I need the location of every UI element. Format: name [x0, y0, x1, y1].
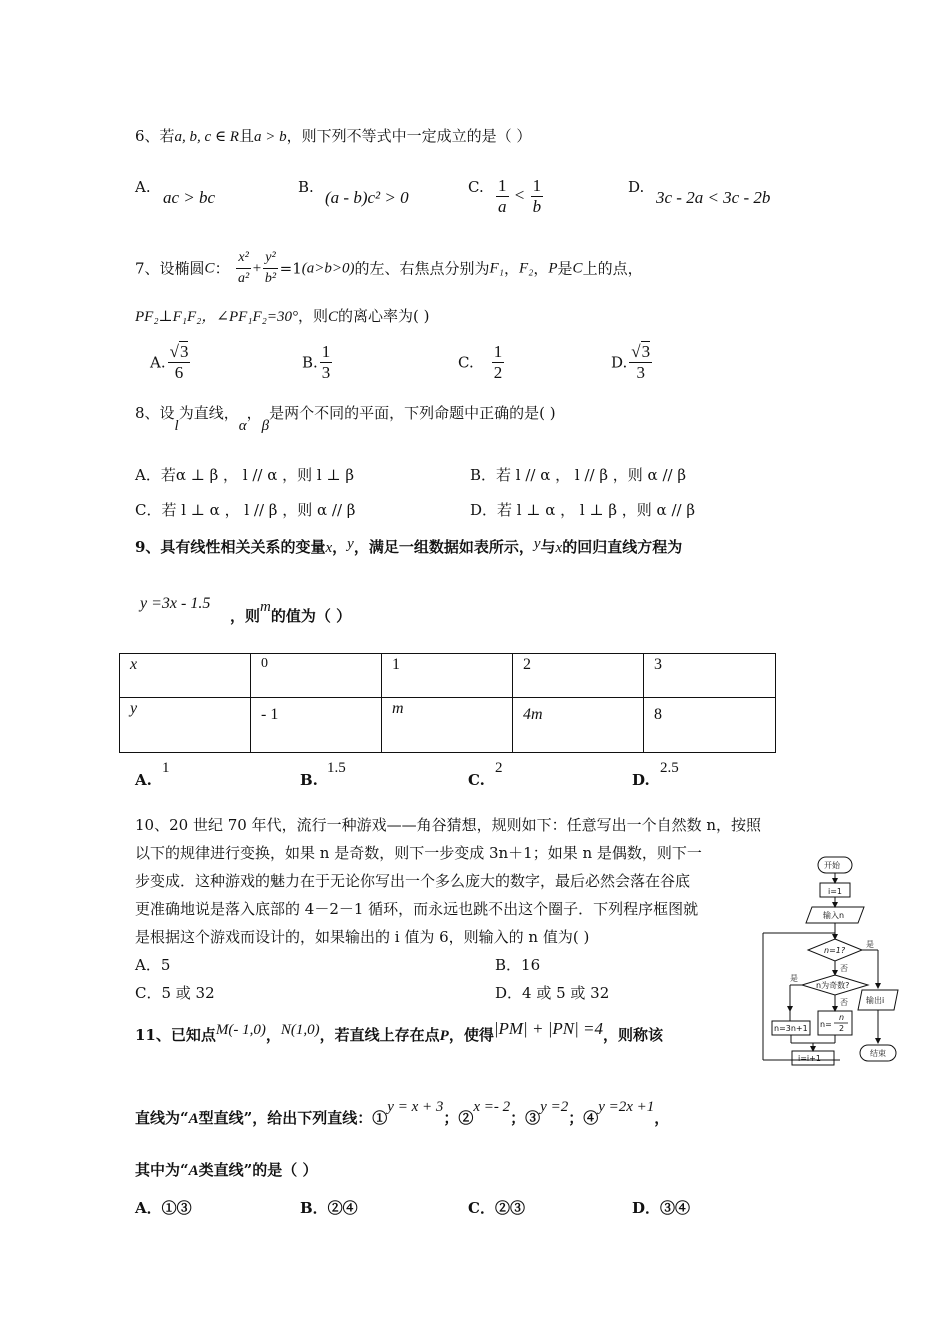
- q9-line1b: ，满足一组数据如表所示，: [353, 538, 534, 556]
- flow-yes2: 是: [790, 974, 798, 983]
- q11-l3b: 类直线”的是（ ）: [198, 1161, 318, 1179]
- q9-option-b-label: B.: [300, 771, 318, 789]
- q7-d-num: 3: [641, 342, 651, 361]
- q7-stem: [135, 248, 643, 289]
- q6-prompt: ，则下列不等式中一定成立的是（ ）: [286, 127, 532, 145]
- q7-paren: (a>b>0): [301, 260, 355, 277]
- q7-rest2: ，: [533, 259, 549, 278]
- q9-with: 与: [540, 538, 556, 556]
- q11-t1: ，若直线上存在点: [319, 1026, 440, 1044]
- q7-comma: ，: [503, 259, 519, 278]
- q7-eq: =1: [279, 259, 302, 278]
- table-cell: 0: [251, 654, 382, 698]
- q10-line1: 10、20 世纪 70 年代，流行一种游戏——角谷猜想，规则如下：任意写出一个自然数 n，按照: [135, 816, 761, 834]
- q6-c-den1: a: [498, 197, 507, 216]
- q11-number: 11、已知点: [135, 1026, 216, 1044]
- q11-p: P: [439, 1028, 449, 1044]
- flow-no2: 否: [840, 998, 848, 1007]
- q7-line2-end: 的离心率为( ): [338, 307, 430, 325]
- table-cell: x: [120, 654, 251, 698]
- q10-line4: 更准确地说是落入底部的 4－2－1 循环，而永远也跳不出这个圈子．下列程序框图就: [135, 900, 699, 918]
- q10-flowchart: [760, 855, 910, 1080]
- q6-c-num1: 1: [498, 176, 507, 195]
- q7-c: C: [204, 260, 215, 277]
- q11-line2: [135, 1099, 670, 1129]
- q7-b-num: 1: [321, 342, 331, 361]
- q9-line2b: 的值为（ ）: [270, 607, 352, 625]
- q7-line2-rest: ，则: [298, 307, 329, 325]
- q6-condition: a, b, c ∈ R: [174, 129, 239, 145]
- q7-a-num: 3: [179, 342, 189, 361]
- flow-even-den: 2: [839, 1024, 845, 1033]
- q8-alpha: α: [238, 418, 247, 434]
- table-cell: 3: [644, 654, 776, 698]
- q11-t3: ，则称该: [602, 1026, 663, 1044]
- q6-c-den2: b: [532, 197, 542, 216]
- q9-option-d: 2.5: [660, 760, 679, 776]
- flow-odd: n=3n+1: [774, 1024, 808, 1033]
- q6-option-c-label: C.: [468, 178, 484, 196]
- q7-option-b: [302, 342, 334, 383]
- q9-stem: [135, 537, 682, 558]
- q9-m: m: [260, 599, 271, 615]
- q11-stem: [135, 1019, 663, 1046]
- q6-and: 且: [238, 127, 254, 145]
- q6-option-d: 3c - 2a < 3c - 2b: [656, 188, 771, 207]
- q7-rest3: 是: [557, 259, 573, 278]
- q7-a-den: 6: [174, 363, 184, 382]
- q9-x: x: [325, 540, 333, 556]
- q6-option-b-label: B.: [298, 178, 314, 196]
- q7-rest4: 上的点，: [582, 259, 643, 278]
- table-cell: 8: [644, 697, 776, 752]
- q7-f2: F₂: [518, 260, 534, 277]
- q11-c1: ，: [265, 1026, 281, 1044]
- q11-s1: ；②: [443, 1109, 474, 1127]
- q8-option-b: B．若 l // α ， l // β ，则 α // β: [470, 466, 686, 484]
- q9-data-table: [119, 653, 776, 753]
- q10-line3: 步变成．这种游戏的魅力在于无论你写出一个多么庞大的数字，最后必然会落在谷底: [135, 872, 691, 890]
- q7-c-num: 1: [493, 342, 503, 361]
- q9-option-d-label: D.: [632, 771, 650, 789]
- q7-stem-line2: [135, 306, 430, 327]
- q11-line3-eq: y =2: [540, 1099, 569, 1115]
- q9-y: y: [347, 536, 354, 552]
- q9-y2: y: [533, 536, 541, 552]
- q11-s2: ；③: [510, 1109, 541, 1127]
- q10-option-c: C．5 或 32: [135, 984, 215, 1002]
- q11-option-b: B．②④: [300, 1199, 358, 1217]
- q6-number: 6、若: [135, 127, 175, 145]
- q7-c-den: 2: [493, 363, 503, 382]
- q7-d-label: D.: [611, 353, 628, 372]
- table-cell: 2: [513, 654, 644, 698]
- q7-option-a: A. $\frac{√3}{6}$: [150, 342, 189, 382]
- q6-option-d-label: D.: [628, 178, 645, 196]
- q8-beta: β: [261, 418, 270, 434]
- q7-line2-c: C: [328, 309, 339, 325]
- q11-t2: ，使得: [448, 1026, 494, 1044]
- q11-option-c: C．②③: [468, 1199, 525, 1217]
- table-cell: m: [382, 697, 513, 752]
- flow-cond2: n为奇数?: [816, 981, 850, 990]
- flow-yes1: 是: [866, 940, 874, 949]
- q7-option-d: D. $\frac{√3}{3}$: [611, 342, 651, 382]
- q10-line2: 以下的规律进行变换，如果 n 是奇数，则下一步变成 3n＋1；如果 n 是偶数，则下一: [135, 844, 702, 862]
- q11-line3: [135, 1160, 318, 1181]
- q6-c-lt: <: [514, 185, 525, 205]
- q6-option-a: ac > bc: [163, 188, 216, 207]
- q11-a1: A: [188, 1111, 199, 1127]
- q6-option-c: [494, 176, 545, 217]
- q11-option-a: A．①③: [135, 1199, 192, 1217]
- q9-stem-line2: [230, 599, 352, 627]
- flow-even-num: n: [839, 1013, 845, 1022]
- q7-option-c: [458, 342, 506, 383]
- q7-condition: PF₂⊥F₁F₂，∠PF₁F₂=30°: [135, 309, 299, 325]
- q11-point-n: N(1,0): [280, 1022, 320, 1038]
- q6-option-b: (a - b)c² > 0: [325, 188, 409, 207]
- q7-rest1: 的左、右焦点分别为: [354, 259, 490, 278]
- q7-plus: +: [252, 260, 262, 277]
- flow-output: 输出i: [866, 996, 885, 1005]
- q7-b-label: B.: [302, 353, 318, 372]
- table-row: [120, 654, 776, 698]
- q8-t1: 为直线，: [178, 404, 239, 422]
- q6-c-num2: 1: [532, 176, 542, 195]
- q8-l: l: [174, 418, 179, 434]
- q11-line4-eq: y =2x +1: [598, 1099, 655, 1115]
- q6-inequality: a > b: [254, 129, 287, 145]
- q9-option-a: 1: [162, 760, 170, 776]
- q11-option-d: D．③④: [632, 1199, 691, 1217]
- table-cell: 4m: [513, 697, 644, 752]
- q7-b-den: 3: [321, 363, 331, 382]
- q10-option-a: A．5: [135, 956, 171, 974]
- q8-number: 8、设: [135, 404, 175, 422]
- q10-option-b: B．16: [495, 956, 541, 974]
- q7-c2: C: [572, 260, 583, 277]
- q7-d-den: 3: [636, 363, 645, 382]
- q8-stem: [135, 403, 556, 434]
- q6-option-a-label: A.: [135, 178, 151, 196]
- q9-line2: ，则: [230, 607, 261, 625]
- flow-inc: i=i+1: [798, 1054, 821, 1063]
- q7-y2: y²: [263, 248, 277, 269]
- table-cell: - 1: [251, 697, 382, 752]
- q9-line1: 9、具有线性相关关系的变量: [135, 538, 326, 556]
- q6-stem: [135, 126, 531, 147]
- q11-l2b: 型直线”，给出下列直线：①: [198, 1109, 388, 1127]
- q9-option-a-label: A.: [135, 771, 152, 789]
- q8-comma: ，: [246, 404, 262, 422]
- q7-c-label: C.: [458, 353, 474, 372]
- flow-end: 结束: [870, 1049, 886, 1058]
- q11-s4: ，: [654, 1109, 670, 1127]
- q10-line5: 是根据这个游戏而设计的，如果输出的 i 值为 6，则输入的 n 值为( ): [135, 928, 590, 946]
- q8-option-d: D．若 l ⊥ α ， l ⊥ β ，则 α // β: [470, 501, 695, 519]
- q8-option-c: C．若 l ⊥ α ， l // β ，则 α // β: [135, 501, 356, 519]
- q7-a2: a²: [237, 271, 250, 286]
- flow-even-lhs: n=: [820, 1020, 832, 1029]
- flow-input: 输入n: [823, 911, 845, 920]
- q7-a-label: A.: [150, 353, 166, 372]
- table-cell: y: [120, 697, 251, 752]
- table-cell: 1: [382, 654, 513, 698]
- table-row: [120, 697, 776, 752]
- q9-equation: y =3x - 1.5: [140, 595, 211, 612]
- q11-point-m: M(- 1,0): [215, 1022, 266, 1038]
- q11-abs: |PM| + |PN| =4: [493, 1019, 603, 1038]
- flow-no1: 否: [840, 964, 848, 973]
- q11-s3: ；④: [568, 1109, 599, 1127]
- flow-start: 开始: [824, 861, 840, 870]
- q7-f1: F₁: [489, 260, 504, 277]
- q7-b2: b²: [264, 271, 277, 286]
- q7-p: P: [548, 260, 558, 277]
- q11-l2a: 直线为“: [135, 1109, 189, 1127]
- q10-option-d: D．4 或 5 或 32: [495, 984, 610, 1002]
- flow-cond1: n=1?: [824, 946, 846, 955]
- q11-line2-eq: x =- 2: [473, 1099, 511, 1115]
- q11-a2: A: [188, 1163, 199, 1179]
- q9-option-b: 1.5: [327, 760, 346, 776]
- q9-option-c-label: C.: [468, 771, 485, 789]
- q9-line1c: 的回归直线方程为: [562, 538, 683, 556]
- q9-x2: x: [555, 540, 563, 556]
- q8-t2: 是两个不同的平面，下列命题中正确的是( ): [269, 404, 556, 422]
- q9-option-c: 2: [495, 760, 503, 776]
- q11-line1-eq: y = x + 3: [387, 1099, 444, 1115]
- q7-x2: x²: [236, 248, 250, 269]
- flow-init: i=1: [828, 887, 843, 896]
- q7-number: 7、设椭圆: [135, 259, 205, 278]
- q7-colon: ：: [214, 259, 230, 278]
- q11-l3a: 其中为“: [135, 1161, 189, 1179]
- q9-c1: ，: [332, 538, 348, 556]
- q8-option-a: A．若α ⊥ β ， l // α ，则 l ⊥ β: [135, 466, 355, 484]
